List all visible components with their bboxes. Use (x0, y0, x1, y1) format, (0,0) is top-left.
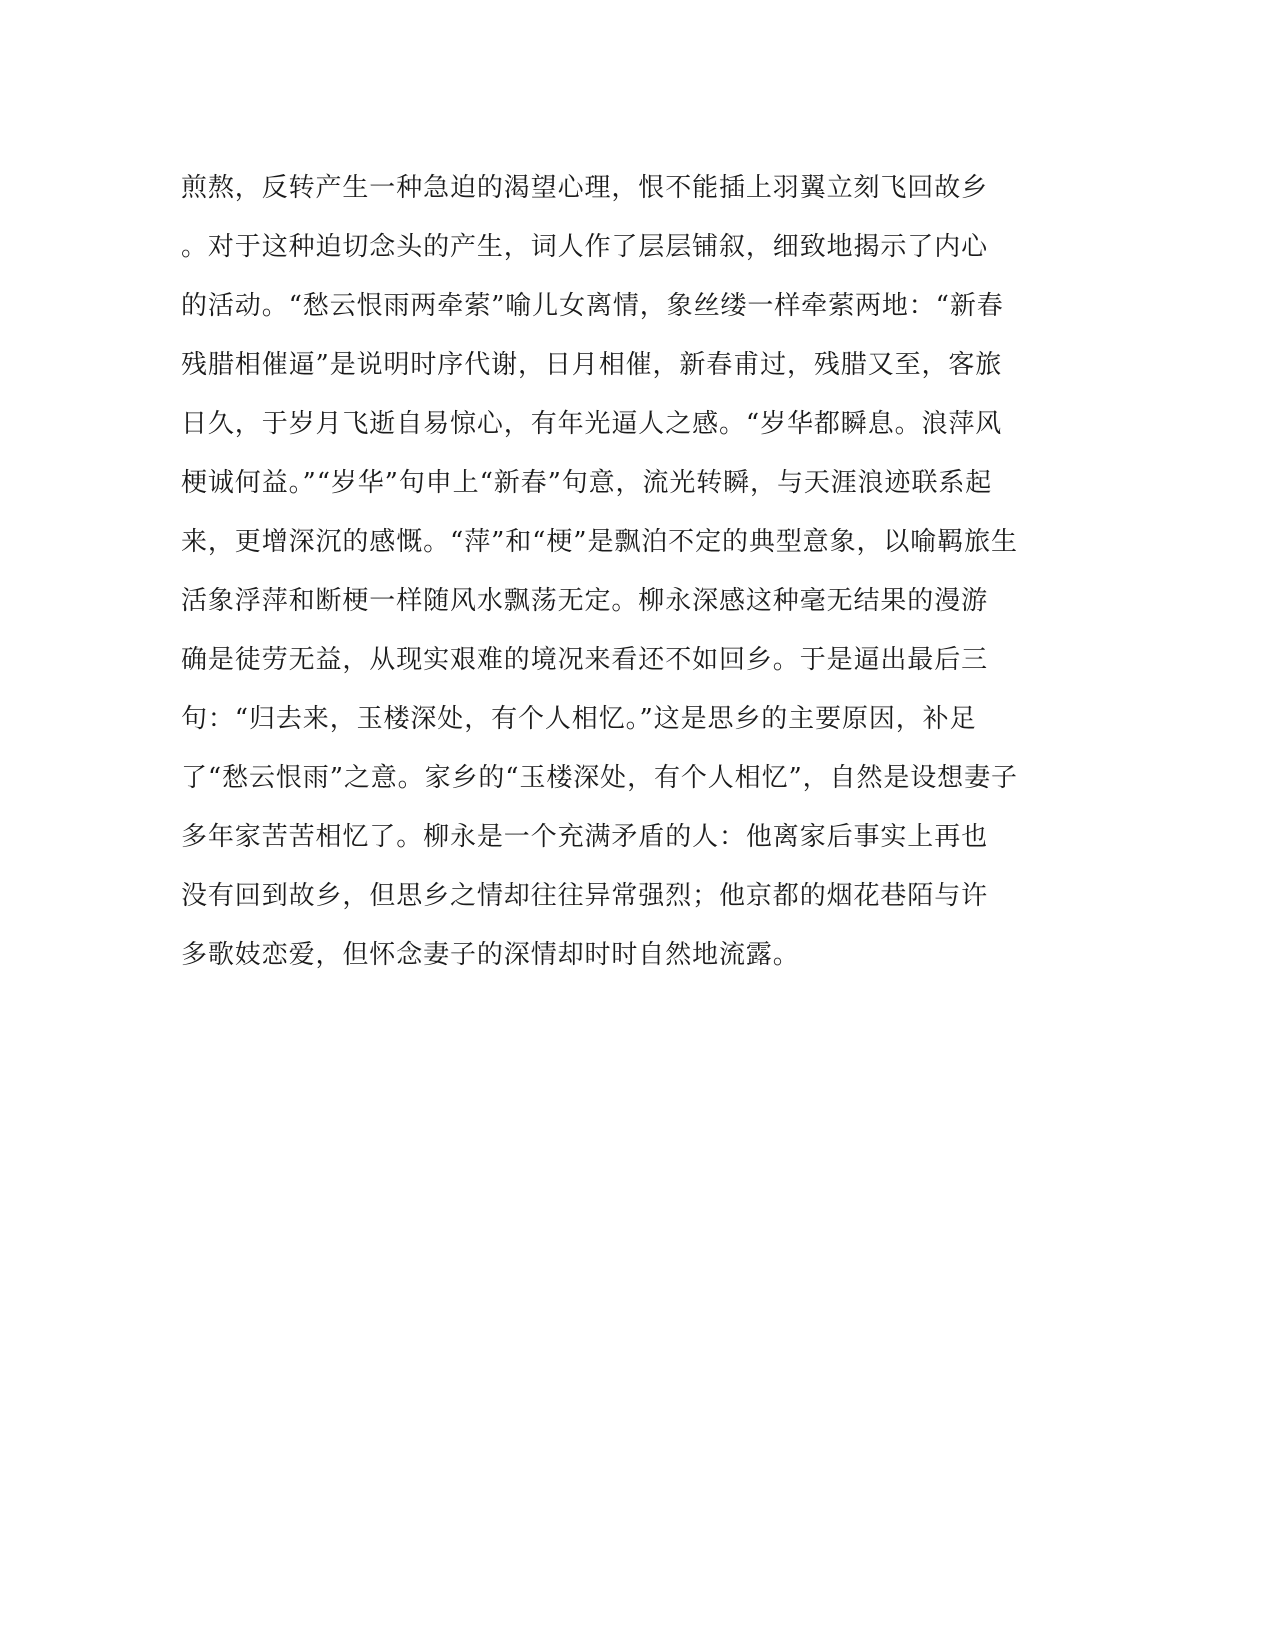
text-line: 。对于这种迫切念头的产生，词人作了层层铺叙，细致地揭示了内心 (181, 232, 989, 262)
text-line: 确是徒劳无益，从现实艰难的境况来看还不如回乡。于是逼出最后三 (181, 645, 989, 675)
text-line: 没有回到故乡，但思乡之情却往往异常强烈；他京都的烟花巷陌与许 (181, 881, 989, 911)
text-line: 日久，于岁月飞逝自易惊心，有年光逼人之感。“岁华都瞬息。浪萍风 (181, 409, 1003, 439)
text-line: 煎熬，反转产生一种急迫的渴望心理，恨不能插上羽翼立刻飞回故乡 (181, 173, 989, 203)
text-line: 活象浮萍和断梗一样随风水飘荡无定。柳永深感这种毫无结果的漫游 (181, 586, 989, 616)
text-line: 梗诚何益。”“岁华”句申上“新春”句意，流光转瞬，与天涯浪迹联系起 (181, 468, 993, 498)
text-line: 了“愁云恨雨”之意。家乡的“玉楼深处，有个人相忆”，自然是设想妻子 (181, 763, 1018, 793)
text-line: 多年家苦苦相忆了。柳永是一个充满矛盾的人：他离家后事实上再也 (181, 822, 989, 852)
text-line: 句：“归去来，玉楼深处，有个人相忆。”这是思乡的主要原因，补足 (181, 704, 977, 734)
text-line: 残腊相催逼”是说明时序代谢，日月相催，新春甫过，残腊又至，客旅 (181, 350, 1003, 380)
text-line: 多歌妓恋爱，但怀念妻子的深情却时时自然地流露。 (181, 940, 800, 970)
body-paragraph (181, 159, 1061, 985)
text-line: 的活动。“愁云恨雨两牵萦”喻儿女离情，象丝缕一样牵萦两地：“新春 (181, 291, 1004, 321)
text-line: 来，更增深沉的感慨。“萍”和“梗”是飘泊不定的典型意象，以喻羁旅生 (181, 527, 1018, 557)
